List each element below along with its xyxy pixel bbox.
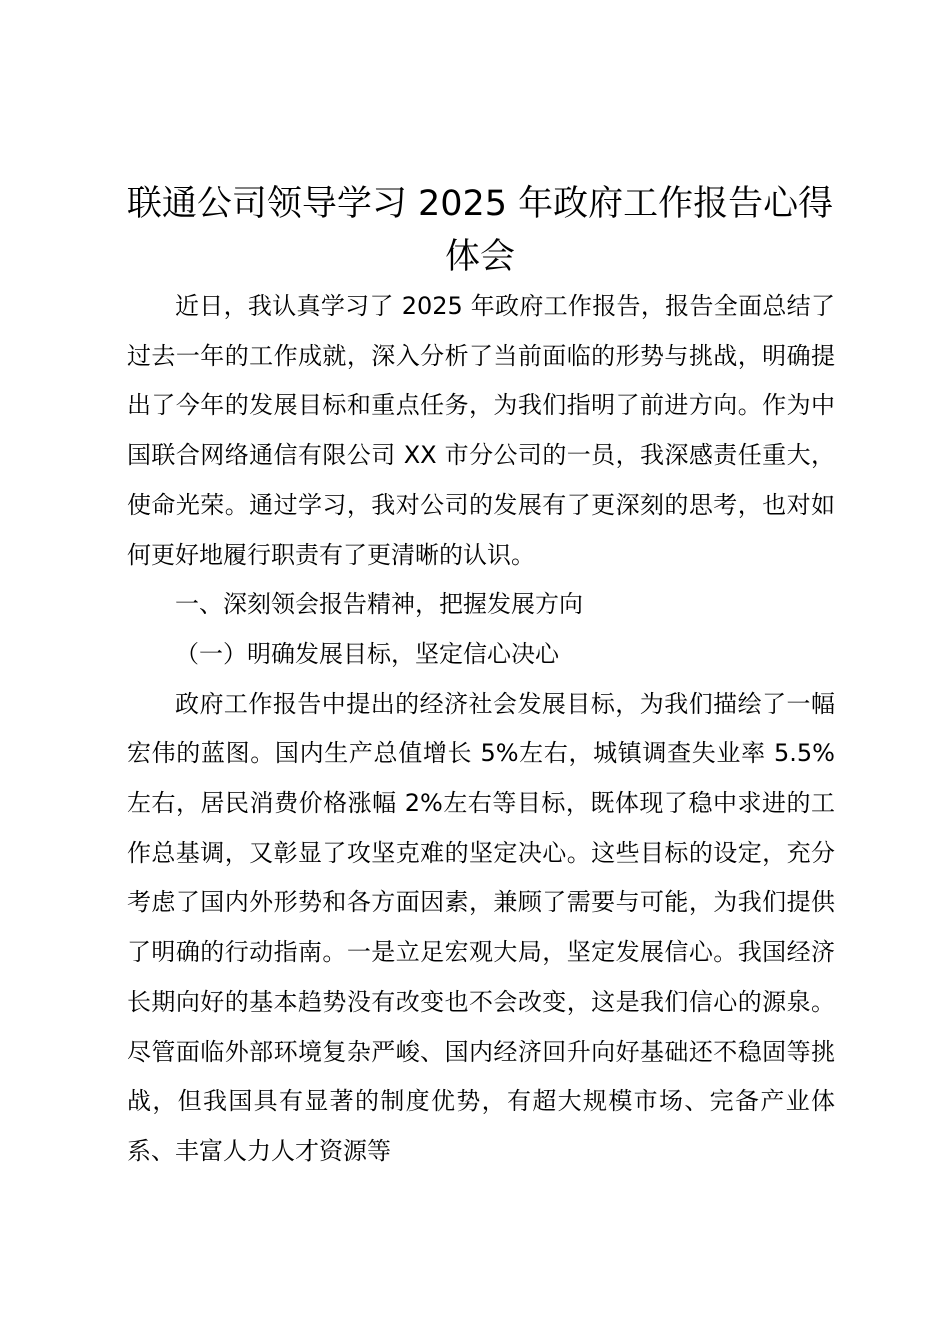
- paragraph-intro: 近日，我认真学习了 2025 年政府工作报告，报告全面总结了过去一年的工作成就，深入分析了当前面临的形势与挑战，明确提出了今年的发展目标和重点任务，为我们指明了前进方向。作为中国联合网络通信有限公司 XX 市分公司的一员，我深感责任重大，使命光荣。通过学习，我对公司的发展有了更深刻的思考，也对如何更好地履行职责有了更清晰的认识。: [127, 292, 835, 569]
- document-body: [127, 282, 835, 1177]
- subsection-heading: （一）明确发展目标，坚定信心决心: [175, 639, 559, 668]
- section-heading: 一、深刻领会报告精神，把握发展方向: [175, 590, 583, 619]
- document-title: 联通公司领导学习 2025 年政府工作报告心得体会: [126, 184, 834, 277]
- paragraph-goals: 政府工作报告中提出的经济社会发展目标，为我们描绘了一幅宏伟的蓝图。国内生产总值增长 5%左右，城镇调查失业率 5.5%左右，居民消费价格涨幅 2%左右等目标，既体现了稳中求进的工作总基调，又彰显了攻坚克难的坚定决心。这些目标的设定，充分考虑了国内外形势和各方面因素，兼顾了需要与可能，为我们提供了明确的行动指南。一是立足宏观大局，坚定发展信心。我国经济长期向好的基本趋势没有改变也不会改变，这是我们信心的源泉。尽管面临外部环境复杂严峻、国内经济回升向好基础还不稳固等挑战，但我国具有显著的制度优势，有超大规模市场、完备产业体系、丰富人力人才资源等: [127, 689, 835, 1165]
